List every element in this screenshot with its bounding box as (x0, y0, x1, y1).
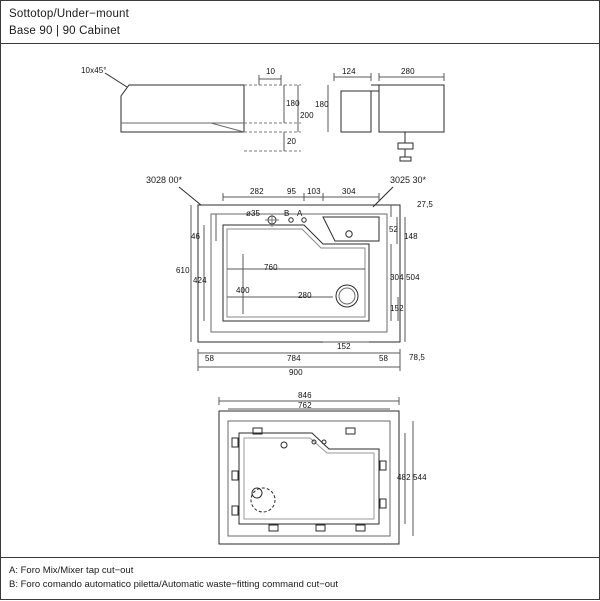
callout-left-code: 3028 00* (146, 175, 183, 185)
label-section-180: 180 (315, 100, 329, 109)
label-152-bottom: 152 (337, 342, 351, 351)
label-846: 846 (298, 391, 312, 400)
label-chamfer: 10x45° (81, 66, 107, 75)
label-section-124: 124 (342, 67, 356, 76)
label-58-right: 58 (379, 354, 389, 363)
label-544: 544 (413, 473, 427, 482)
label-280: 280 (298, 291, 312, 300)
label-610: 610 (176, 266, 190, 275)
label-95: 95 (287, 187, 297, 196)
label-mark-b: B (284, 209, 290, 218)
page-title: Sottotop/Under−mount (9, 8, 130, 20)
label-304-top: 304 (342, 187, 356, 196)
label-900: 900 (289, 368, 303, 377)
label-58-left: 58 (205, 354, 215, 363)
label-762: 762 (298, 401, 312, 410)
label-760: 760 (264, 263, 278, 272)
footnote-a: A: Foro Mix/Mixer tap cut−out (9, 565, 134, 576)
label-482: 482 (397, 473, 411, 482)
label-152-right: 152 (390, 304, 404, 313)
label-784: 784 (287, 354, 301, 363)
label-504: 504 (406, 273, 420, 282)
label-27-5: 27,5 (417, 200, 433, 209)
label-depth-180: 180 (286, 99, 300, 108)
label-hole-dia: ø35 (246, 209, 261, 218)
label-52: 52 (389, 225, 399, 234)
label-282: 282 (250, 187, 264, 196)
label-depth-200: 200 (300, 111, 314, 120)
label-400: 400 (236, 286, 250, 295)
label-424: 424 (193, 276, 207, 285)
side-elevation-drawing (1, 1, 600, 601)
label-mark-a: A (297, 209, 303, 218)
label-46: 46 (191, 232, 201, 241)
callout-right-code: 3025 30* (390, 175, 427, 185)
label-103: 103 (307, 187, 321, 196)
label-top-width-10: 10 (266, 67, 276, 76)
label-304-right: 304 (390, 273, 404, 282)
label-78-5: 78,5 (409, 353, 425, 362)
label-section-280: 280 (401, 67, 415, 76)
label-lip-20: 20 (287, 137, 297, 146)
footnote-b: B: Foro comando automatico piletta/Automatic waste−fitting command cut−out (9, 579, 338, 590)
page-subtitle: Base 90 | 90 Cabinet (9, 25, 121, 37)
label-148: 148 (404, 232, 418, 241)
